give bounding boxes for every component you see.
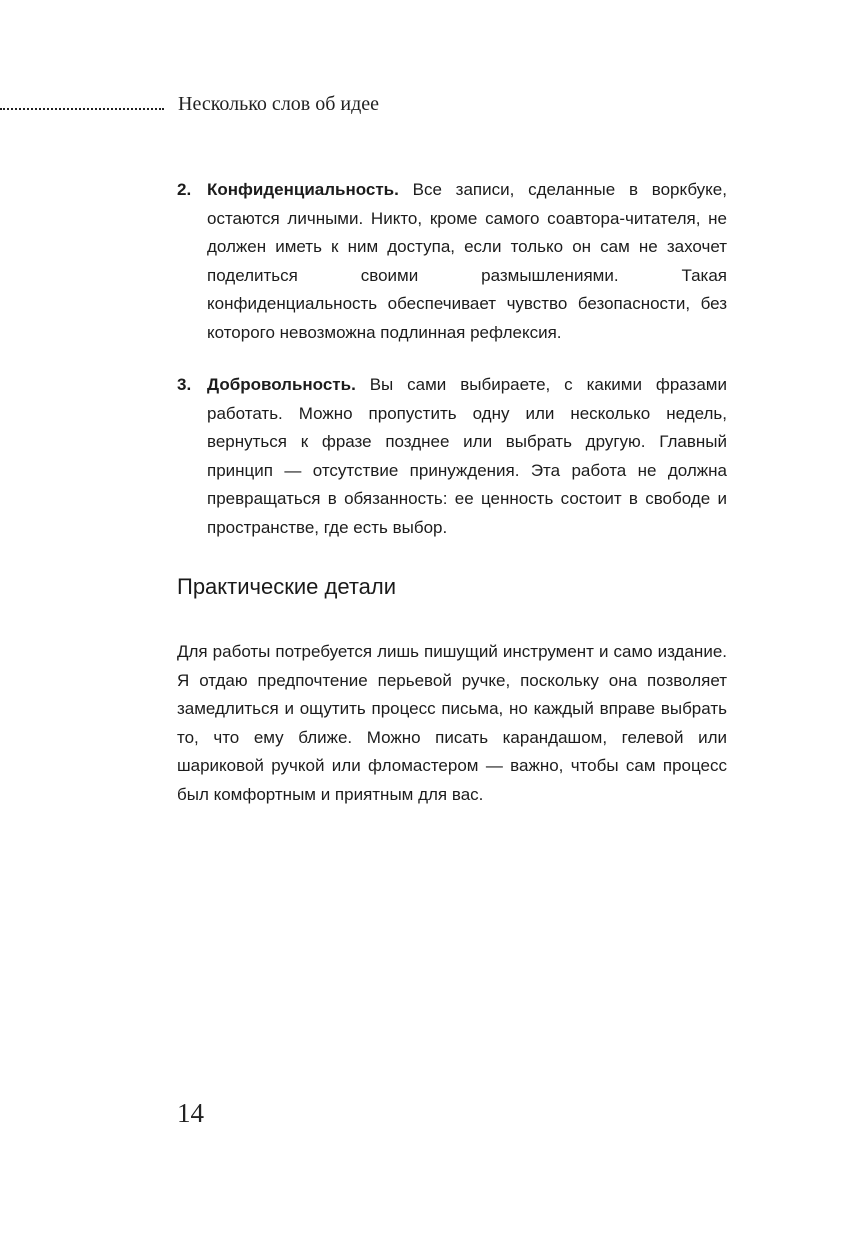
principles-list [177, 176, 727, 542]
list-item [177, 176, 727, 347]
list-item-number: 3. [177, 375, 192, 394]
list-item-term: Конфиденциальность. [207, 180, 399, 199]
list-item-body [207, 176, 727, 347]
section-heading: Практические детали [177, 574, 397, 599]
list-item-body [207, 371, 727, 542]
page-content [177, 176, 727, 826]
header-dotted-leader [0, 106, 164, 110]
running-header [0, 88, 420, 120]
list-item [177, 371, 727, 542]
list-item-text: Все записи, сделанные в воркбуке, остаются личными. Никто, кроме самого соавтора-читателя, не должен иметь к ним доступа, если только он сам не захочет поделиться своими размышлениями. Такая конфиденциальность обеспечивает чувство безопасности, без которого невозможна подлинная рефлексия. [207, 180, 727, 342]
list-item-term: Добровольность. [207, 375, 356, 394]
section-paragraph: Для работы потребуется лишь пишущий инструмент и само издание. Я отдаю предпочтение перьевой ручке, поскольку она позволяет замедлиться и ощутить процесс письма, но каждый вправе выбрать то, что ему ближе. Можно писать карандашом, гелевой или шариковой ручкой или фломастером — важно, чтобы сам процесс был комфортным и приятным для вас. [177, 642, 727, 804]
page-number: 14 [177, 1098, 204, 1128]
header-title: Несколько слов об идее [178, 92, 380, 115]
list-item-number: 2. [177, 180, 192, 199]
list-item-text: Вы сами выбираете, с какими фразами работать. Можно пропустить одну или несколько недель, вернуться к фразе позднее или выбрать другую. Главный принцип — отсутствие принуждения. Эта работа не должна превращаться в обязанность: ее ценность состоит в свободе и пространстве, где есть выбор. [207, 375, 727, 537]
